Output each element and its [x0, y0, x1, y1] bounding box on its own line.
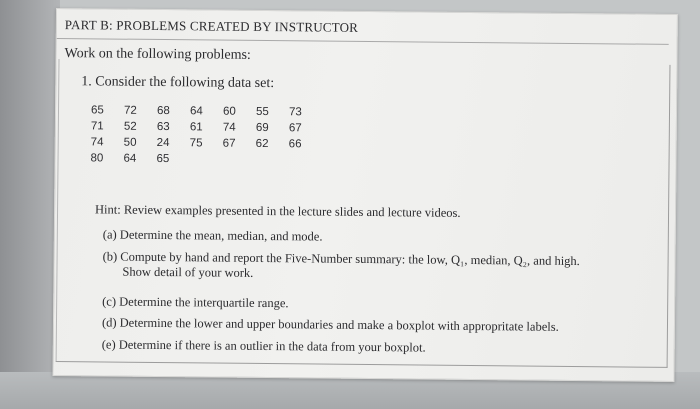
data-value: 73: [288, 106, 302, 119]
data-value: 74: [90, 136, 104, 149]
question-d: (d) Determine the lower and upper boundaries and make a boxplot with appropritate labels.: [101, 315, 559, 334]
hint-text: Hint: Review examples presented in the lecture slides and lecture videos.: [95, 202, 461, 220]
title-divider: [57, 38, 669, 45]
data-value: 61: [189, 121, 203, 134]
data-value: 52: [123, 120, 137, 133]
question-e: (e) Determine if there is an outlier in the data from your boxplot.: [101, 337, 426, 355]
data-value: 72: [123, 104, 137, 117]
question-b: [102, 249, 662, 284]
data-value: 66: [288, 138, 302, 151]
question-a: (a) Determine the mean, median, and mode.: [102, 227, 323, 244]
question-b-line1: (b) Compute by hand and report the Five-Number summary: the low, Q₁, median, Q₂, and high.: [102, 249, 580, 269]
data-value: 68: [156, 104, 170, 118]
data-value: 65: [156, 152, 170, 166]
data-value: 67: [222, 137, 236, 150]
part-title: PART B: PROBLEMS CREATED BY INSTRUCTOR: [64, 17, 359, 35]
data-value: 64: [189, 105, 203, 118]
data-value: 75: [189, 137, 203, 150]
instructions-heading: Work on the following problems:: [64, 46, 251, 63]
data-value: 60: [222, 105, 236, 118]
data-value: 62: [255, 137, 269, 151]
question-c: (c) Determine the interquartile range.: [102, 294, 289, 311]
background-shadow-left: [0, 0, 60, 409]
data-value: 64: [123, 152, 137, 165]
data-value: 71: [90, 120, 104, 133]
data-value: 65: [90, 104, 104, 117]
data-value: 80: [90, 152, 104, 165]
data-value: 69: [255, 121, 269, 135]
data-value: 74: [222, 121, 236, 134]
data-value: 50: [123, 136, 137, 149]
data-value: 67: [288, 122, 302, 135]
data-value: 24: [156, 136, 170, 150]
data-value: 63: [156, 120, 170, 134]
data-row: [90, 150, 321, 168]
data-value: 55: [255, 105, 269, 119]
question-b-line2: Show detail of your work.: [122, 264, 254, 280]
problem-1-prompt: 1. Consider the following data set:: [81, 74, 275, 92]
data-set-table: [90, 102, 322, 168]
worksheet-page: [52, 8, 678, 382]
